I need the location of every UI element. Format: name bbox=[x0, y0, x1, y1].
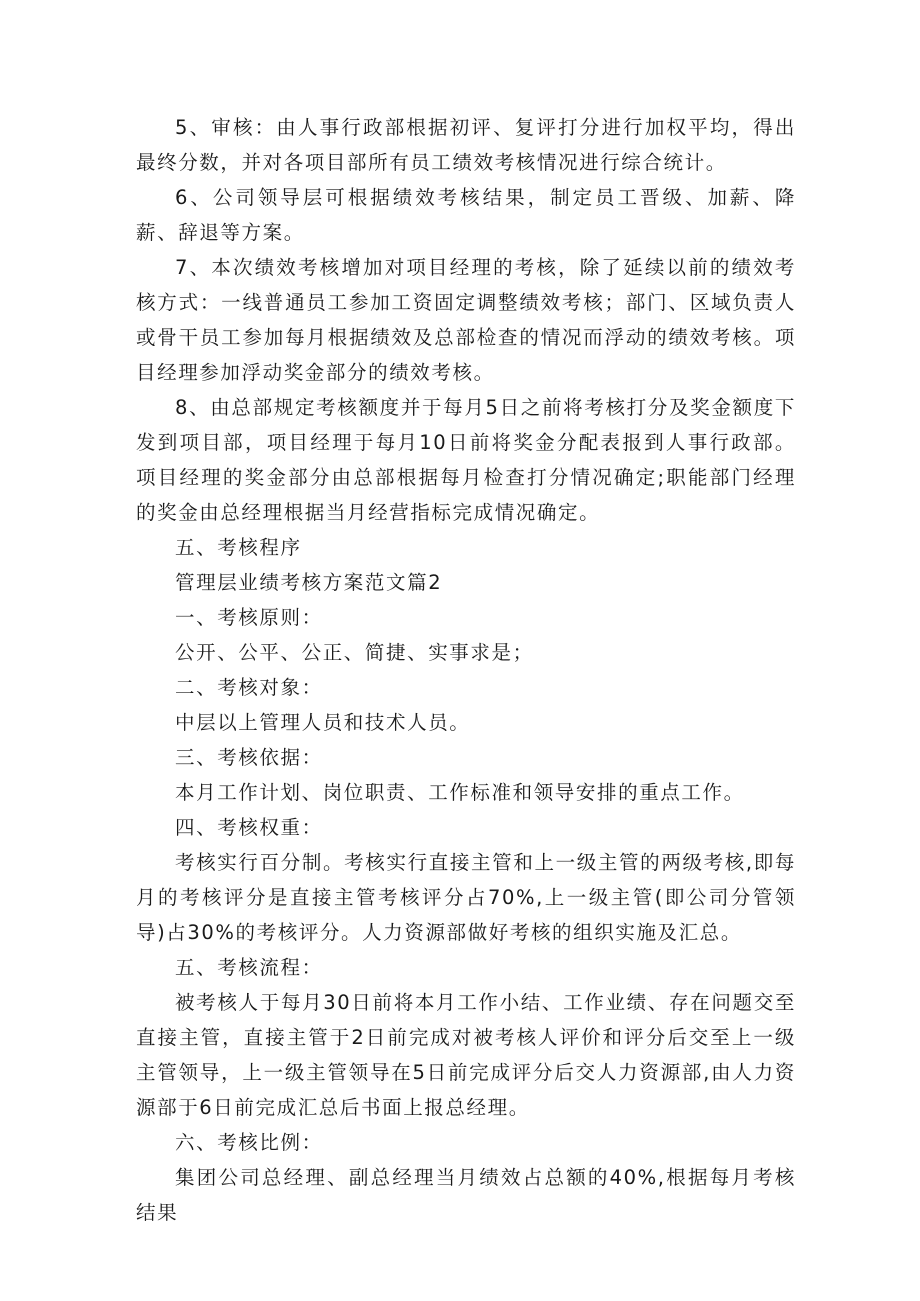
paragraph-project-manager-assessment: 7、本次绩效考核增加对项目经理的考核，除了延续以前的绩效考核方式：一线普通员工参加工资固定调整绩效考核；部门、区域负责人或骨干员工参加每月根据绩效及总部检查的情况而浮动的绩效考核。项目经理参加浮动奖金部分的绩效考核。 bbox=[136, 256, 796, 384]
paragraph-ratio: 集团公司总经理、副总经理当月绩效占总额的40%,根据每月考核结果 bbox=[136, 1166, 796, 1224]
section-heading-process: 五、考核流程： bbox=[175, 956, 323, 979]
section-heading-principles: 一、考核原则： bbox=[175, 606, 323, 629]
section-heading-basis: 三、考核依据： bbox=[175, 746, 323, 769]
paragraph-basis: 本月工作计划、岗位职责、工作标准和领导安排的重点工作。 bbox=[175, 781, 745, 804]
section-heading-weights: 四、考核权重： bbox=[175, 816, 323, 839]
article-title-2: 管理层业绩考核方案范文篇2 bbox=[175, 571, 443, 594]
paragraph-leadership-plan: 6、公司领导层可根据绩效考核结果，制定员工晋级、加薪、降薪、辞退等方案。 bbox=[136, 186, 796, 244]
paragraph-targets: 中层以上管理人员和技术人员。 bbox=[175, 711, 471, 734]
paragraph-process: 被考核人于每月30日前将本月工作小结、工作业绩、存在问题交至直接主管，直接主管于2日前完成对被考核人评价和评分后交至上一级主管领导，上一级主管领导在5日前完成评分后交人力资源部,由人力资源部于6日前完成汇总后书面上报总经理。 bbox=[136, 991, 796, 1119]
paragraph-bonus-quota: 8、由总部规定考核额度并于每月5日之前将考核打分及奖金额度下发到项目部，项目经理于每月10日前将奖金分配表报到人事行政部。项目经理的奖金部分由总部根据每月检查打分情况确定;职能部门经理的奖金由总经理根据当月经营指标完成情况确定。 bbox=[136, 396, 796, 524]
paragraph-review-step: 5、审核：由人事行政部根据初评、复评打分进行加权平均，得出最终分数，并对各项目部所有员工绩效考核情况进行综合统计。 bbox=[136, 116, 796, 174]
section-heading-targets: 二、考核对象： bbox=[175, 676, 323, 699]
section-heading-procedure: 五、考核程序 bbox=[175, 536, 302, 559]
paragraph-weights: 考核实行百分制。考核实行直接主管和上一级主管的两级考核,即每月的考核评分是直接主管考核评分占70%,上一级主管(即公司分管领导)占30%的考核评分。人力资源部做好考核的组织实施及汇总。 bbox=[136, 851, 796, 944]
paragraph-principles: 公开、公平、公正、简捷、实事求是； bbox=[175, 641, 534, 664]
section-heading-ratio: 六、考核比例： bbox=[175, 1131, 323, 1154]
